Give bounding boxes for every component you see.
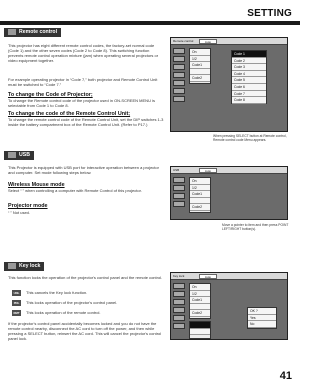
menu-side-icon: [173, 201, 185, 207]
list-item[interactable]: 1/2: [190, 56, 210, 63]
menu-side-icon: [173, 323, 185, 329]
usb-menu-list: [189, 177, 211, 213]
unlock-icon: UNL: [13, 291, 20, 295]
confirm-prompt: OK ?: [248, 308, 276, 315]
page-title: SETTING: [247, 8, 292, 19]
code-item[interactable]: Code 2: [232, 58, 266, 65]
list-item[interactable]: [190, 198, 210, 205]
keylock-menu-bar: Key lock Auto: [171, 273, 287, 280]
page-number: 41: [279, 370, 292, 382]
usb-sub2: Projector mode: [8, 203, 48, 209]
remote-para2: For example operating projector in “Code 7,” both projector and Remote Control Unit must be switched to “Code 7.”: [8, 77, 158, 87]
code-item[interactable]: Code 6: [232, 84, 266, 91]
list-item[interactable]: Code1: [190, 62, 210, 69]
code-item[interactable]: Code 5: [232, 77, 266, 84]
menu-side-icon: [173, 307, 185, 313]
remote-para1: This projector has eight different remote control codes, the factory-set normal code (Code 1) and the other seven codes (Code 2 to Code 8). This switching function prevents remote control operation mixture (jam) when operating several projectors or video equipment together.: [8, 43, 159, 63]
menu-side-icon: [173, 283, 185, 289]
menu-side-icon: [173, 80, 185, 86]
usb-menu: [170, 166, 288, 220]
remote-menu-value: Auto: [199, 39, 217, 44]
keylock-option[interactable]: [190, 322, 210, 329]
confirm-no-button[interactable]: No: [248, 321, 276, 328]
remote-lock-icon: RMT: [13, 311, 20, 315]
list-item[interactable]: On: [190, 49, 210, 56]
remote-control-heading: Remote control: [4, 28, 61, 37]
keylock-option-list: [189, 321, 211, 339]
list-item[interactable]: 1/2: [190, 291, 210, 298]
list-item[interactable]: On: [190, 284, 210, 291]
code-list: [231, 50, 267, 104]
remote-sub2: To change the code of the Remote Control Unit;: [8, 111, 131, 117]
menu-side-icon: [173, 56, 185, 62]
remote-sub1: To change the Code of Projector;: [8, 92, 93, 98]
menu-side-icon: [173, 185, 185, 191]
keylock-menu-value: Auto: [199, 274, 217, 279]
keylock-para: This function locks the operation of the projector's control panel and the remote control.: [8, 275, 163, 280]
menu-side-icon: [173, 88, 185, 94]
list-item[interactable]: Code1: [190, 191, 210, 198]
panel-lock-icon: PNL: [13, 301, 20, 305]
list-item[interactable]: On: [190, 178, 210, 185]
remote-menu-list: [189, 48, 211, 84]
keylock-item2: This locks operation of the projector's control panel.: [26, 300, 118, 305]
menu-side-icon: [173, 177, 185, 183]
code-item[interactable]: Code 4: [232, 71, 266, 78]
remote-sub2-text: To change the remote control code of the Remote Control Unit, set the DIP switches 1-3 inside the battery compartment box of the Remote Control Unit. (Refer to P17.): [8, 117, 164, 127]
remote-note: When pressing SELECT button at Remote control, Remote control code Menu appears.: [213, 134, 287, 142]
remote-icon: [8, 29, 16, 35]
keylock-item3: This locks operation of the remote control.: [26, 310, 101, 315]
keylock-option[interactable]: [190, 329, 210, 336]
list-item[interactable]: Code2: [190, 310, 210, 317]
keylock-item1: This cancels the Key lock function.: [26, 290, 88, 295]
keylock-para2: If the projector's control panel accidentally becomes locked and you do not have the remote control nearby, disconnect the AC cord to turn off the power, and then while pressing a SELECT button, reinsert the AC cord. This will cancel the projector's control panel lock.: [8, 321, 162, 341]
menu-side-icon: [173, 299, 185, 305]
remote-menu-bar: Remote control Auto: [171, 38, 287, 45]
menu-side-icon: [173, 315, 185, 321]
header-rule: [0, 21, 300, 25]
list-item[interactable]: Code1: [190, 297, 210, 304]
menu-side-icon: [173, 96, 185, 102]
usb-menu-bar: USB Auto: [171, 167, 287, 174]
usb-heading: USB: [4, 151, 34, 160]
list-item[interactable]: [190, 69, 210, 76]
keylock-menu-list: [189, 283, 211, 319]
remote-menu: [170, 37, 288, 132]
usb-para: This Projector is equipped with USB port for interactive operation between a projector and computer. Set mode following steps below.: [8, 165, 159, 175]
code-item[interactable]: Code 3: [232, 64, 266, 71]
menu-side-icon: [173, 64, 185, 70]
menu-side-icon: [173, 48, 185, 54]
usb-sub1: Wireless Mouse mode: [8, 182, 65, 188]
confirm-dialog: [247, 307, 277, 329]
lock-icon: [8, 263, 16, 269]
menu-side-icon: [173, 291, 185, 297]
code-item[interactable]: Code 7: [232, 91, 266, 98]
remote-sub1-text: To change the Remote control code of the projector used in ON-SCREEN MENU is selectable from Code 1 to Code 8.: [8, 98, 155, 108]
list-item[interactable]: [190, 304, 210, 311]
keylock-menu: [170, 272, 288, 340]
usb-icon: [8, 152, 16, 158]
keylock-heading: Key lock: [4, 262, 44, 271]
code-item[interactable]: Code 8: [232, 97, 266, 104]
list-item[interactable]: Code2: [190, 204, 210, 211]
list-item[interactable]: 1/2: [190, 185, 210, 192]
usb-sub1-text: Select “ ” when controlling a computer with Remote Control of this projector.: [8, 188, 142, 193]
list-item[interactable]: Code2: [190, 75, 210, 82]
usb-sub2-text: “ ” Not used.: [8, 210, 31, 215]
code-item[interactable]: Code 1: [232, 51, 266, 58]
menu-side-icon: [173, 193, 185, 199]
usb-menu-value: Auto: [199, 168, 217, 173]
usb-note: Move a pointer to item and then press POINT LEFT/RIGHT button(s).: [222, 223, 289, 231]
confirm-yes-button[interactable]: Yes: [248, 315, 276, 322]
menu-side-icon: [173, 72, 185, 78]
